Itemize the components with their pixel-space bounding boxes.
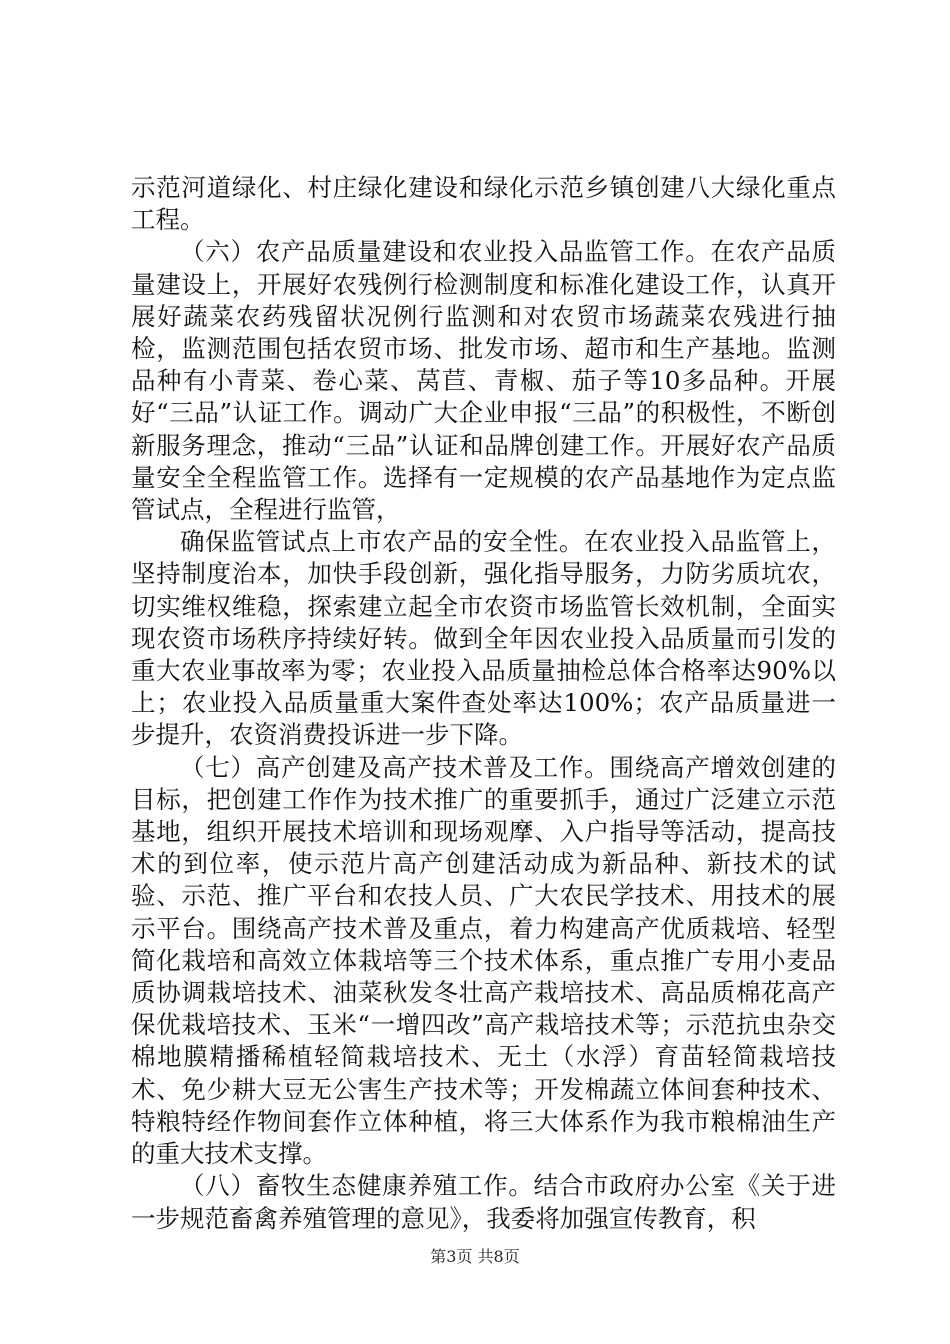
page-number-label: 第3页 共8页 xyxy=(430,1247,520,1266)
paragraph-section-eight: （八）畜牧生态健康养殖工作。结合市政府办公室《关于进一步规范畜禽养殖管理的意见》，我委将加强宣传教育，积 xyxy=(131,1171,836,1233)
document-body xyxy=(131,172,836,1235)
paragraph-greening-projects: 示范河道绿化、村庄绿化建设和绿化示范乡镇创建八大绿化重点工程。 xyxy=(131,173,836,235)
paragraph-section-six: （六）农产品质量建设和农业投入品监管工作。在农产品质量建设上，开展好农残例行检测制度和标准化建设工作，认真开展好蔬菜农药残留状况例行监测和对农贸市场蔬菜农残进行抽检，监测范围包括农贸市场、批发市场、超市和生产基地。监测品种有小青菜、卷心菜、莴苣、青椒、茄子等10多品种。开展好“三品”认证工作。调动广大企业申报“三品”的积极性，不断创新服务理念，推动“三品”认证和品牌创建工作。开展好农产品质量安全全程监管工作。选择有一定规模的农产品基地作为定点监管试点，全程进行监管， xyxy=(131,237,836,525)
page-footer xyxy=(0,1244,950,1267)
paragraph-section-seven: （七）高产创建及高产技术普及工作。围绕高产增效创建的目标，把创建工作作为技术推广的重要抓手，通过广泛建立示范基地，组织开展技术培训和现场观摩、入户指导等活动，提高技术的到位率，使示范片高产创建活动成为新品种、新技术的试验、示范、推广平台和农技人员、广大农民学技术、用技术的展示平台。围绕高产技术普及重点，着力构建高产优质栽培、轻型简化栽培和高效立体栽培等三个技术体系，重点推广专用小麦品质协调栽培技术、油菜秋发冬壮高产栽培技术、高品质棉花高产保优栽培技术、玉米“一增四改”高产栽培技术等；示范抗虫杂交棉地膜精播稀植轻简栽培技术、无土（水浮）育苗轻简栽培技术、免少耕大豆无公害生产技术等；开发棉蔬立体间套种技术、特粮特经作物间套作立体种植，将三大体系作为我市粮棉油生产的重大技术支撑。 xyxy=(131,752,836,1169)
paragraph-input-supervision: 确保监管试点上市农产品的安全性。在农业投入品监管上，坚持制度治本，加快手段创新，强化指导服务，力防劣质坑农，切实维权维稳，探索建立起全市农资市场监管长效机制，全面实现农资市场秩序持续好转。做到全年因农业投入品质量而引发的重大农业事故率为零；农业投入品质量抽检总体合格率达90%以上；农业投入品质量重大案件查处率达100%；农产品质量进一步提升，农资消费投诉进一步下降。 xyxy=(131,527,836,750)
